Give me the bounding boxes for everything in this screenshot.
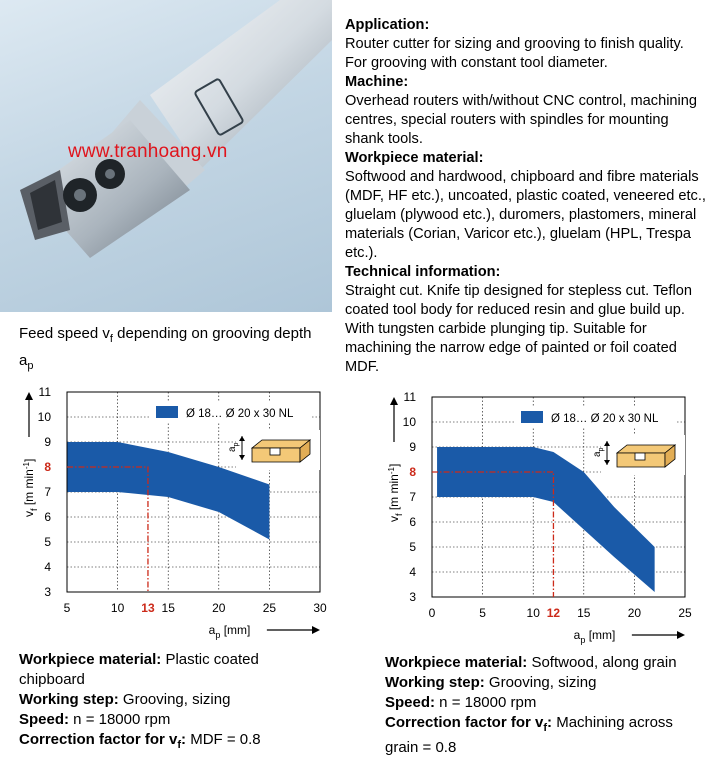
y-tick-label: 4 xyxy=(409,565,416,579)
x-tick-label: 10 xyxy=(110,601,125,615)
section-heading: Workpiece material: xyxy=(345,150,484,166)
section-text: Straight cut. Knife tip designed for stepless cut. Teflon coated tool body for reduced resin and glue build up. With tungsten carbide plunging tip. Suitable for machining the narrow edge of painted or foil coated MDF. xyxy=(345,283,692,375)
info-label: Speed: xyxy=(385,694,436,711)
section-text: Router cutter for sizing and grooving to finish quality. For grooving with constant tool diameter. xyxy=(345,36,684,71)
caption-text: depending on grooving depth a xyxy=(19,325,312,369)
y-tick-label: 3 xyxy=(409,590,416,604)
info-value: MDF = 0.8 xyxy=(186,731,261,748)
x-axis-label: $a_p$ [mm] xyxy=(573,628,616,645)
info-value: Grooving, sizing xyxy=(118,691,231,708)
x-axis-label: $a_p$ [mm] xyxy=(208,623,251,640)
legend-label: Ø 18… Ø 20 x 30 NL xyxy=(551,413,659,425)
y-tick-label: 11 xyxy=(38,385,51,399)
y-tick-label: 10 xyxy=(402,415,416,429)
info-speed xyxy=(385,693,685,713)
y-tick-label: 4 xyxy=(44,560,51,574)
info-value: Plastic coated chipboard xyxy=(19,651,259,688)
groove-cut-icon xyxy=(270,448,280,455)
info-correction xyxy=(385,713,685,758)
info-working-step xyxy=(385,673,685,693)
caption-text: Feed speed v xyxy=(19,325,110,342)
info-label: Correction factor for v xyxy=(385,714,544,731)
x-tick-label: 0 xyxy=(428,606,436,620)
y-tick-label: 5 xyxy=(409,540,416,554)
y-axis-arrowhead xyxy=(390,397,398,405)
y-axis-label: $v_f$ [m $\min^{-1}$] xyxy=(22,458,39,517)
y-tick-label: 9 xyxy=(44,435,51,449)
x-tick-label: 20 xyxy=(212,601,226,615)
description xyxy=(345,16,707,377)
y-tick-label: 10 xyxy=(37,410,51,424)
desc-section-workpiece xyxy=(345,149,707,263)
legend-swatch xyxy=(156,406,178,418)
y-tick-label: 6 xyxy=(44,510,51,524)
y-tick-label: 6 xyxy=(409,515,416,529)
y-tick-label: 5 xyxy=(44,535,51,549)
x-axis-arrowhead xyxy=(312,626,320,634)
section-heading: Technical information: xyxy=(345,264,501,280)
section-text: Overhead routers with/without CNC control, machining centres, special routers with spindles for mounting shank tools. xyxy=(345,93,698,147)
watermark: www.tranhoang.vn xyxy=(68,141,228,162)
info-block-2 xyxy=(385,653,685,758)
info-working-step xyxy=(19,690,319,710)
info-value: Softwood, along grain xyxy=(527,654,677,671)
desc-section-technical xyxy=(345,263,707,377)
info-value: n = 18000 rpm xyxy=(435,694,537,711)
groove-cut-icon xyxy=(635,453,645,460)
legend-swatch xyxy=(521,411,543,423)
x-tick-label: 15 xyxy=(161,601,175,615)
info-label: Working step: xyxy=(385,674,485,691)
x-tick-label: 25 xyxy=(678,606,692,620)
x-tick-label-highlight: 13 xyxy=(141,601,155,615)
caption-sub: p xyxy=(27,360,34,372)
y-axis-arrowhead xyxy=(25,392,33,400)
info-label: : xyxy=(547,714,553,731)
info-label: Workpiece material: xyxy=(19,651,162,668)
y-tick-label: 7 xyxy=(44,485,51,499)
x-tick-label-highlight: 12 xyxy=(546,606,561,620)
info-value: Machining across grain = 0.8 xyxy=(385,714,673,756)
x-axis-arrowhead xyxy=(677,631,685,639)
y-tick-label-highlight: 8 xyxy=(409,465,416,479)
chart-caption xyxy=(19,323,329,377)
info-label: Correction factor for v xyxy=(19,731,178,748)
x-tick-label: 25 xyxy=(262,601,277,615)
x-tick-label: 5 xyxy=(479,606,486,620)
info-label: Workpiece material: xyxy=(385,654,528,671)
info-block-1 xyxy=(19,650,319,755)
x-tick-label: 15 xyxy=(577,606,591,620)
info-material xyxy=(385,653,685,673)
desc-section-application xyxy=(345,16,707,73)
y-axis-label: $v_f$ [m $\min^{-1}$] xyxy=(387,463,404,522)
info-value: n = 18000 rpm xyxy=(69,711,171,728)
x-tick-label: 5 xyxy=(63,601,71,615)
x-tick-label: 30 xyxy=(313,601,327,615)
info-label: : xyxy=(181,731,187,748)
y-tick-label: 11 xyxy=(403,390,416,404)
info-label: Working step: xyxy=(19,691,119,708)
info-label: Speed: xyxy=(19,711,70,728)
info-label-sub: f xyxy=(177,739,182,751)
legend-label: Ø 18… Ø 20 x 30 NL xyxy=(186,408,294,420)
caption-sub: f xyxy=(109,333,113,345)
info-correction xyxy=(19,730,319,755)
feed-speed-chart-1 xyxy=(0,375,345,645)
section-heading: Application: xyxy=(345,17,430,33)
info-material xyxy=(19,650,319,690)
section-text: Softwood and hardwood, chipboard and fibre materials (MDF, HF etc.), uncoated, plastic coated, veneered etc., gluelam (plywood etc.), duromers, plastomers, mineral materials (Corian, Varicor etc.), gluelam (HPL, Trespa etc.). xyxy=(345,169,706,261)
section-heading: Machine: xyxy=(345,74,409,90)
y-tick-label-highlight: 8 xyxy=(44,460,51,474)
info-value: Grooving, sizing xyxy=(484,674,597,691)
x-tick-label: 20 xyxy=(627,606,642,620)
y-tick-label: 9 xyxy=(409,440,416,454)
depth-label: $a_p$ xyxy=(227,442,240,452)
x-tick-label: 10 xyxy=(526,606,540,620)
y-tick-label: 3 xyxy=(44,585,51,599)
y-tick-label: 7 xyxy=(409,490,416,504)
info-label-sub: f xyxy=(543,722,548,734)
depth-label: $a_p$ xyxy=(592,447,605,457)
desc-section-machine xyxy=(345,73,707,149)
feed-speed-chart-2 xyxy=(365,380,710,650)
product-photo xyxy=(0,0,332,312)
info-speed xyxy=(19,710,319,730)
